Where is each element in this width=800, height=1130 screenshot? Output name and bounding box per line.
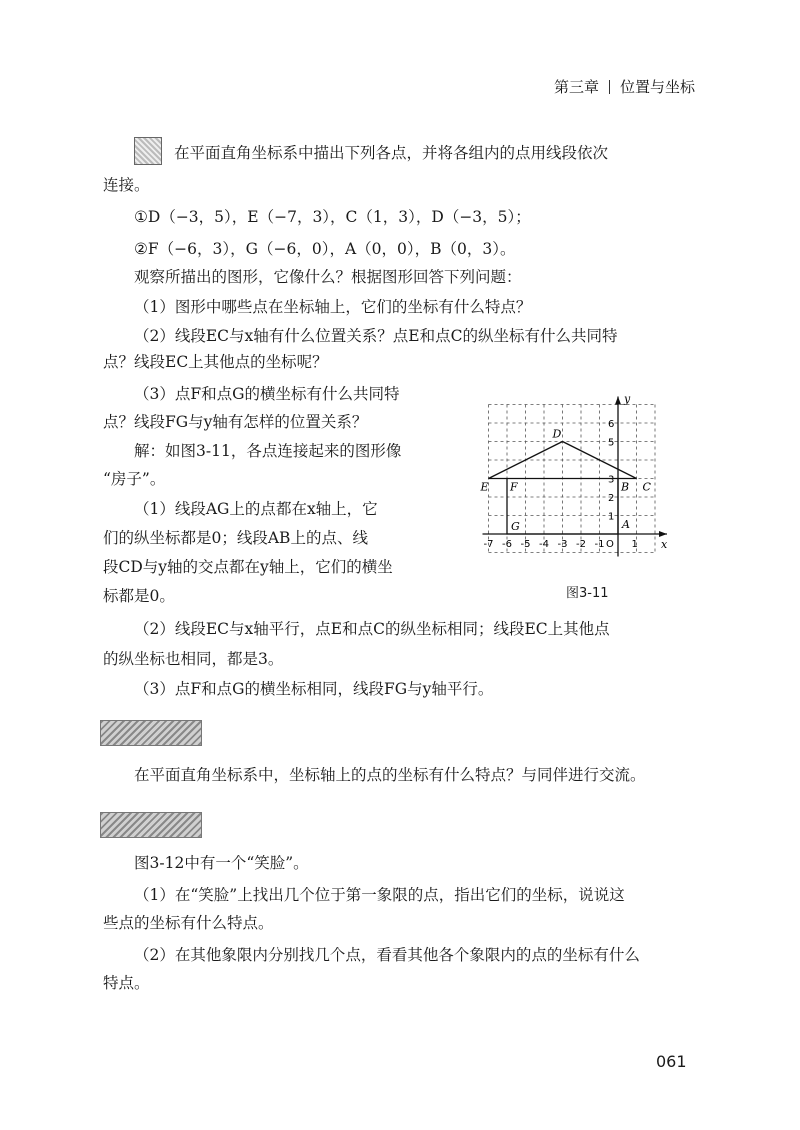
- x-tick-label: -7: [483, 539, 494, 550]
- answer-1-line-4: 标都是0。: [103, 587, 175, 605]
- x-tick-label: 1: [631, 539, 638, 550]
- answer-1-line-3: 段CD与y轴的交点都在y轴上，它们的横坐: [103, 558, 393, 576]
- point-label-a: A: [622, 518, 630, 531]
- answer-3: （3）点F和点G的横坐标相同，线段FG与y轴平行。: [134, 680, 494, 698]
- coordinate-figure-3-11: [470, 384, 694, 584]
- discuss-text: 在平面直角坐标系中，坐标轴上的点的坐标有什么特点？与同伴进行交流。: [134, 766, 646, 784]
- question-2-line-2: 点？线段EC上其他点的坐标呢？: [103, 353, 328, 371]
- y-tick-label: 5: [608, 437, 615, 449]
- point-label-g: G: [511, 520, 520, 533]
- question-3-line-1: （3）点F和点G的横坐标有什么共同特: [134, 385, 400, 403]
- practice-banner: [100, 812, 202, 838]
- question-2-line-1: （2）线段EC与x轴有什么位置关系？点E和点C的纵坐标有什么共同特: [134, 327, 618, 345]
- point-label-c: C: [642, 480, 651, 494]
- x-tick-label: -3: [557, 539, 568, 550]
- chapter-title: 位置与坐标: [620, 78, 696, 96]
- header-divider: [609, 80, 610, 94]
- y-axis-label: y: [624, 392, 631, 406]
- intro-line-2: 连接。: [103, 176, 150, 194]
- y-tick-label: 2: [608, 493, 615, 504]
- x-tick-label: -6: [502, 539, 512, 550]
- answer-1-line-1: （1）线段AG上的点都在x轴上，它: [134, 500, 378, 518]
- answer-2-line-1: （2）线段EC与x轴平行，点E和点C的纵坐标相同；线段EC上其他点: [134, 620, 610, 638]
- x-tick-label: -4: [539, 539, 549, 550]
- y-tick-label: 1: [608, 511, 615, 523]
- task-1-line-1: （1）在“笑脸”上找出几个位于第一象限的点，指出它们的坐标，说说这: [134, 886, 625, 904]
- figure-3-12-intro: 图3-12中有一个“笑脸”。: [134, 854, 309, 872]
- answer-1-line-2: 们的纵坐标都是0；线段AB上的点、线: [103, 529, 368, 547]
- task-2-line-2: 特点。: [103, 974, 150, 992]
- activity-icon: [134, 137, 162, 165]
- task-2-line-1: （2）在其他象限内分别找几个点，看看其他各个象限内的点的坐标有什么: [134, 946, 640, 964]
- point-label-b: B: [621, 480, 630, 494]
- x-tick-label: -5: [520, 539, 531, 550]
- figure-caption: 图3-11: [566, 586, 609, 601]
- x-axis-arrow: [659, 531, 667, 537]
- x-tick-label: -1: [594, 539, 605, 550]
- point-group-2: ②F（−6，3），G（−6，0），A（0，0），B（0，3）。: [134, 240, 516, 258]
- x-tick-label: -2: [576, 539, 586, 550]
- running-header: [554, 76, 695, 97]
- solution-line-1: 解：如图3-11，各点连接起来的图形像: [134, 442, 402, 460]
- page-number: 061: [656, 1052, 687, 1071]
- x-axis-label: x: [661, 538, 668, 551]
- chapter-label: 第三章: [554, 78, 600, 96]
- think-discuss-banner: [100, 720, 202, 746]
- solution-line-2: “房子”。: [103, 470, 166, 488]
- answer-2-line-2: 的纵坐标也相同，都是3。: [103, 650, 284, 668]
- observe-text: 观察所描出的图形，它像什么？根据图形回答下列问题：: [134, 268, 522, 286]
- y-tick-label: 3: [608, 474, 615, 486]
- point-label-d: D: [552, 427, 562, 441]
- y-axis-arrow: [615, 397, 621, 405]
- question-3-line-2: 点？线段FG与y轴有怎样的位置关系？: [103, 413, 368, 431]
- intro-line-1: 在平面直角坐标系中描出下列各点，并将各组内的点用线段依次: [174, 144, 609, 162]
- x-tick-label: O: [606, 539, 614, 550]
- point-label-f: F: [510, 480, 518, 494]
- task-1-line-2: 些点的坐标有什么特点。: [103, 914, 274, 932]
- question-1: （1）图形中哪些点在坐标轴上，它们的坐标有什么特点？: [134, 298, 532, 316]
- point-group-1: ①D（−3，5），E（−7，3），C（1，3），D（−3，5）；: [134, 208, 531, 226]
- y-tick-label: 6: [608, 419, 615, 430]
- point-label-e: E: [480, 480, 489, 494]
